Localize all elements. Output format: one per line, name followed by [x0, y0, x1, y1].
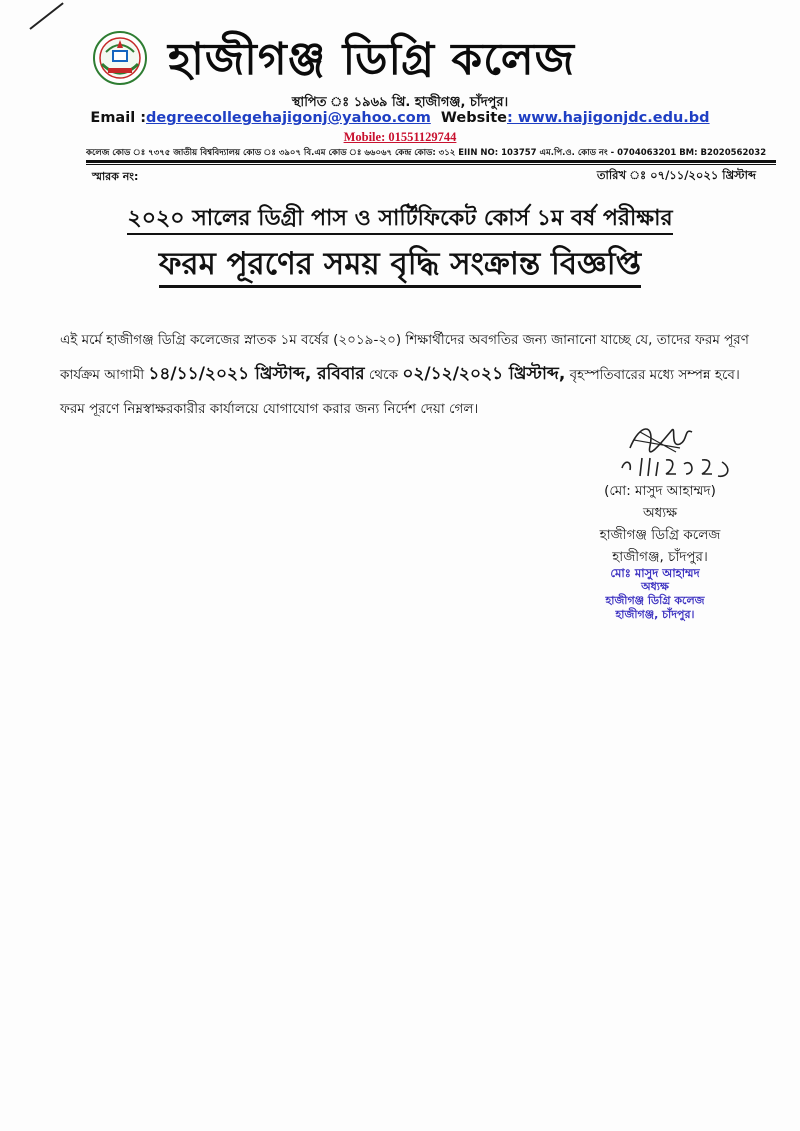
contact-line: [0, 110, 800, 126]
college-name-heading: হাজীগঞ্জ ডিগ্রি কলেজ: [168, 34, 576, 85]
signatory-designation: অধ্যক্ষ: [642, 505, 678, 521]
memo-number: স্মারক নং:: [92, 170, 139, 183]
issue-date: তারিখ ঃ ০৭/১১/২০২১ খ্রিস্টাব্দ: [596, 168, 756, 182]
body-part1: এই মর্মে হাজীগঞ্জ ডিগ্রি কলেজের স্নাতক ১ম বর্ষের (২০১৯-২০) শিক্ষার্থীদের অবগতির জন্য জানানো যাচ্ছে যে, তাদের ফরম পূরণ কার্যক্রম আগামী: [60, 332, 749, 383]
stamp-location: হাজীগঞ্জ, চাঁদপুর।: [615, 608, 695, 621]
signatory-name: (মো: মাসুদ আহাম্মদ): [604, 483, 716, 499]
body-part2: থেকে: [364, 367, 403, 383]
email-link[interactable]: degreecollegehajigonj@yahoo.com: [146, 110, 431, 126]
signatory-location: হাজীগঞ্জ, চাঁদপুর।: [612, 549, 708, 565]
start-date: ১৪/১১/২০২১ খ্রিস্টাব্দ, রবিবার: [148, 364, 365, 384]
body-part3: বৃহস্পতিবারের মধ্যে সম্পন্ন হবে। ফরম পূরণে নিম্নস্বাক্ষরকারীর কার্যালয়ে যোগাযোগ করার জন্য নির্দেশ দেয়া গেল।: [60, 367, 740, 417]
official-seal-stamp: [590, 566, 720, 622]
header-divider-thin: [86, 164, 776, 165]
stamp-name: মোঃ মাসুদ আহাম্মদ: [610, 566, 700, 580]
website-label: Website: [440, 110, 507, 126]
website-link[interactable]: : www.hajigonjdc.edu.bd: [506, 110, 710, 126]
signatory-college: হাজীগঞ্জ ডিগ্রি কলেজ: [599, 527, 721, 543]
established-line: স্থাপিত ঃ ১৯৬৯ খ্রি. হাজীগঞ্জ, চাঁদপুর।: [291, 95, 509, 110]
email-label: Email :: [90, 110, 147, 126]
notice-title-line1: ২০২০ সালের ডিগ্রী পাস ও সার্টিফিকেট কোর্স ১ম বর্ষ পরীক্ষার: [0, 201, 800, 238]
header-divider: [86, 160, 776, 163]
college-logo-icon: [92, 30, 148, 86]
institution-codes: কলেজ কোড ঃ ৭৩৭৫ জাতীয় বিশ্ববিদ্যালয় কোড ঃ ৩৯০৭ বি.এম কোড ঃ ৬৬০৬৭ কেন্দ্র কোড: ৩১২ EIIN NO: 103757 এম.পি.ও. কোড নং - 0704063201 BM: B2020562032: [86, 148, 767, 158]
notice-body: [60, 323, 750, 426]
notice-title-line2: ফরম পূরণের সময় বৃদ্ধি সংক্রান্ত বিজ্ঞপ্তি: [0, 240, 800, 292]
scan-pen-mark: [29, 2, 63, 29]
mobile-number: Mobile: 01551129744: [343, 130, 457, 144]
signatory-block: [560, 480, 760, 568]
stamp-designation: অধ্যক্ষ: [641, 580, 669, 593]
stamp-college: হাজীগঞ্জ ডিগ্রি কলেজ: [605, 594, 705, 607]
end-date: ০২/১২/২০২১ খ্রিস্টাব্দ,: [402, 364, 566, 384]
